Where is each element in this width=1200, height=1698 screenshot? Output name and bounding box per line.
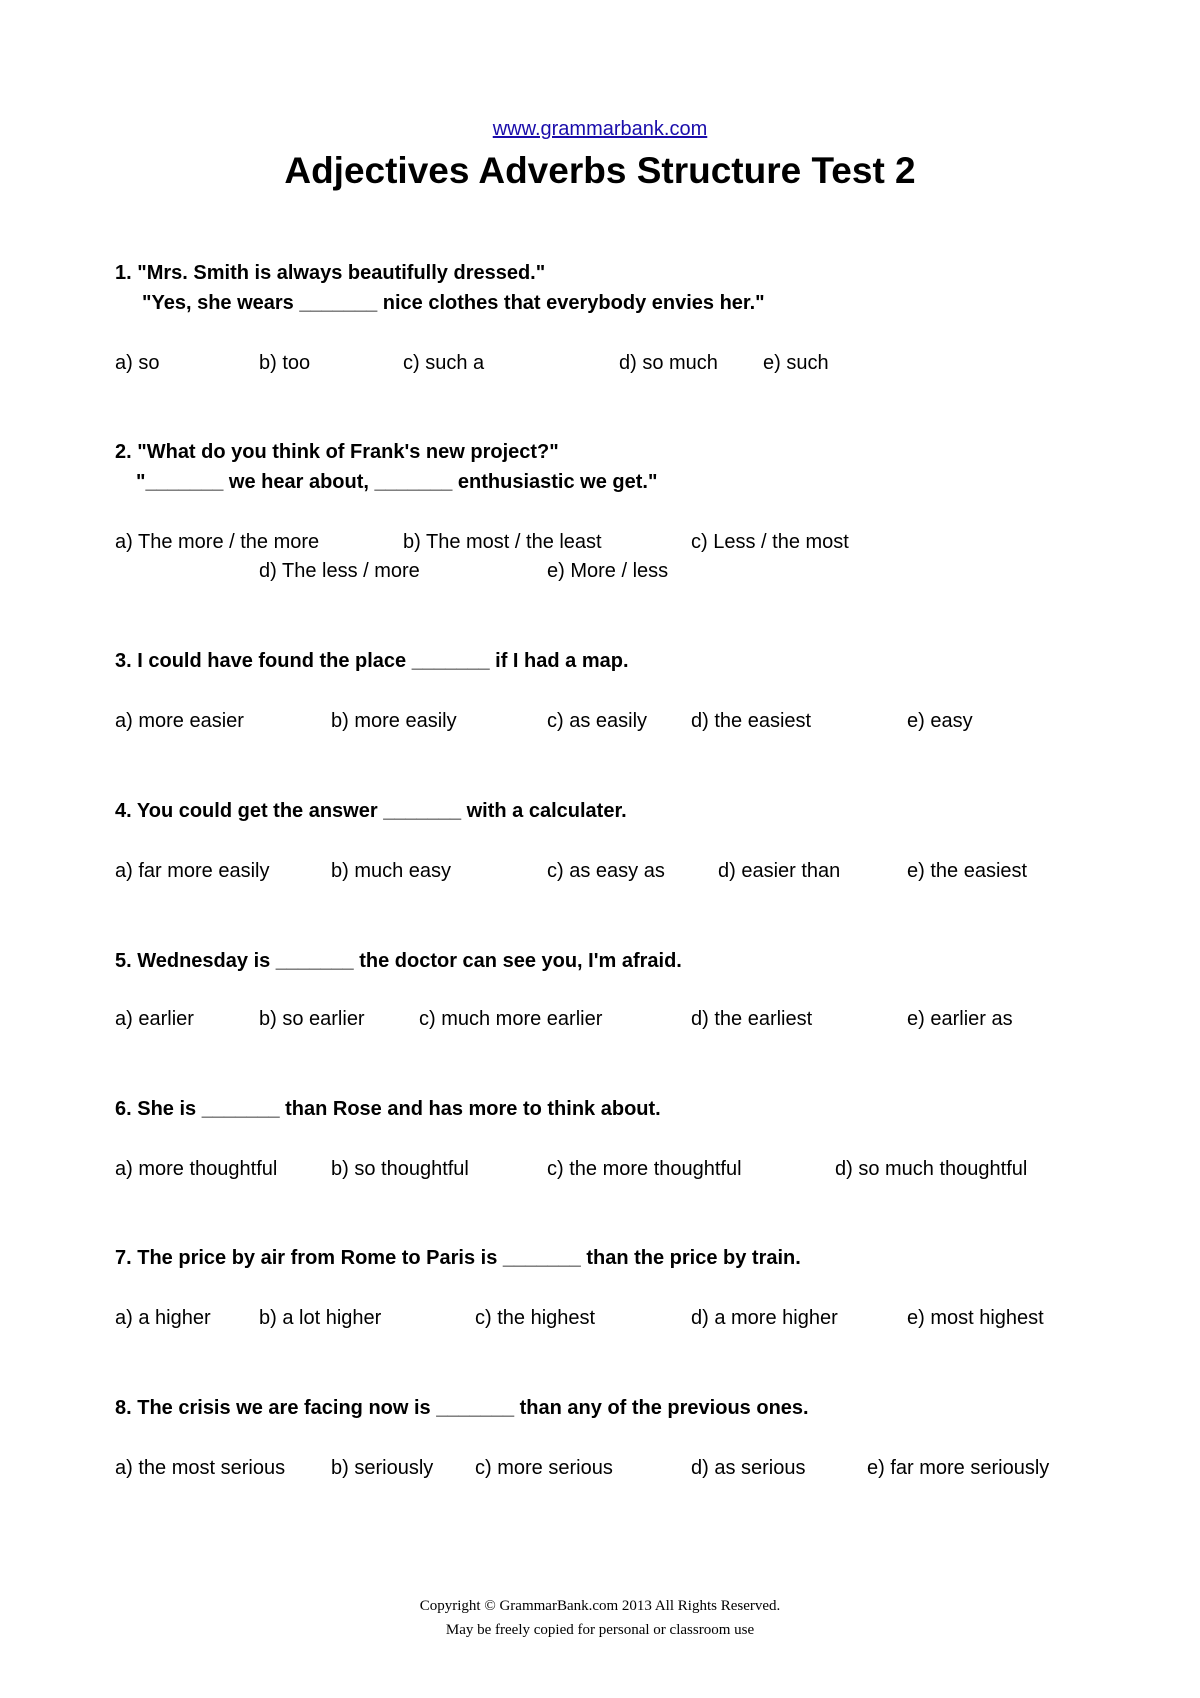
question-5-option-e[interactable]: e) earlier as [907, 1008, 1013, 1030]
question-7-option-e[interactable]: e) most highest [907, 1307, 1044, 1329]
usage-note: May be freely copied for personal or classroom use [445, 1622, 755, 1638]
question-2-option-b[interactable]: b) The most / the least [403, 531, 602, 553]
question-2-option-c[interactable]: c) Less / the most [691, 531, 849, 553]
question-7-option-c[interactable]: c) the highest [475, 1307, 596, 1329]
question-4-option-c[interactable]: c) as easy as [547, 860, 665, 882]
question-6-option-b[interactable]: b) so thoughtful [331, 1158, 469, 1180]
question-3-option-a[interactable]: a) more easier [115, 710, 244, 732]
question-7-text: 7. The price by air from Rome to Paris is _______ than the price by train. [115, 1247, 801, 1269]
question-3-text: 3. I could have found the place _______ if I had a map. [115, 650, 629, 672]
question-4-option-a[interactable]: a) far more easily [115, 860, 270, 882]
question-4-option-d[interactable]: d) easier than [718, 860, 841, 882]
question-3-option-d[interactable]: d) the easiest [691, 710, 812, 732]
question-8-option-a[interactable]: a) the most serious [115, 1457, 286, 1479]
question-2-option-a[interactable]: a) The more / the more [115, 531, 320, 553]
question-6-option-d[interactable]: d) so much thoughtful [835, 1158, 1028, 1180]
question-5-option-b[interactable]: b) so earlier [259, 1008, 365, 1030]
question-6-text: 6. She is _______ than Rose and has more to think about. [115, 1098, 661, 1120]
question-3-option-b[interactable]: b) more easily [331, 710, 457, 732]
question-2-option-e[interactable]: e) More / less [547, 560, 669, 582]
question-1-option-e[interactable]: e) such [763, 352, 829, 374]
question-8-option-c[interactable]: c) more serious [475, 1457, 613, 1479]
question-2-text-line2: "_______ we hear about, _______ enthusiastic we get." [136, 471, 658, 493]
question-4-option-b[interactable]: b) much easy [331, 860, 452, 882]
question-8-option-d[interactable]: d) as serious [691, 1457, 806, 1479]
question-8-text: 8. The crisis we are facing now is _______ than any of the previous ones. [115, 1397, 809, 1419]
question-7-option-d[interactable]: d) a more higher [691, 1307, 838, 1329]
question-3-option-c[interactable]: c) as easily [547, 710, 648, 732]
question-5-option-a[interactable]: a) earlier [115, 1008, 194, 1030]
question-1-option-c[interactable]: c) such a [403, 352, 485, 374]
question-4-option-e[interactable]: e) the easiest [907, 860, 1028, 882]
question-8-option-e[interactable]: e) far more seriously [867, 1457, 1050, 1479]
question-1-text-line2: "Yes, she wears _______ nice clothes that everybody envies her." [142, 292, 765, 314]
copyright-notice: Copyright © GrammarBank.com 2013 All Rights Reserved. [419, 1598, 781, 1614]
question-3-option-e[interactable]: e) easy [907, 710, 973, 732]
page-title: Adjectives Adverbs Structure Test 2 [284, 150, 916, 191]
question-1-text: 1. "Mrs. Smith is always beautifully dressed." [115, 262, 546, 284]
site-link[interactable]: www.grammarbank.com [492, 118, 708, 140]
question-1-option-a[interactable]: a) so [115, 352, 160, 374]
question-6-option-c[interactable]: c) the more thoughtful [547, 1158, 742, 1180]
question-7-option-b[interactable]: b) a lot higher [259, 1307, 382, 1329]
question-5-text: 5. Wednesday is _______ the doctor can see you, I'm afraid. [115, 950, 682, 972]
question-5-option-d[interactable]: d) the earliest [691, 1008, 813, 1030]
question-7-option-a[interactable]: a) a higher [115, 1307, 211, 1329]
question-1-option-d[interactable]: d) so much [619, 352, 718, 374]
question-5-option-c[interactable]: c) much more earlier [419, 1008, 603, 1030]
question-8-option-b[interactable]: b) seriously [331, 1457, 434, 1479]
question-6-option-a[interactable]: a) more thoughtful [115, 1158, 278, 1180]
question-2-text: 2. "What do you think of Frank's new project?" [115, 441, 559, 463]
question-4-text: 4. You could get the answer _______ with a calculater. [115, 800, 627, 822]
question-1-option-b[interactable]: b) too [259, 352, 311, 374]
question-2-option-d[interactable]: d) The less / more [259, 560, 420, 582]
